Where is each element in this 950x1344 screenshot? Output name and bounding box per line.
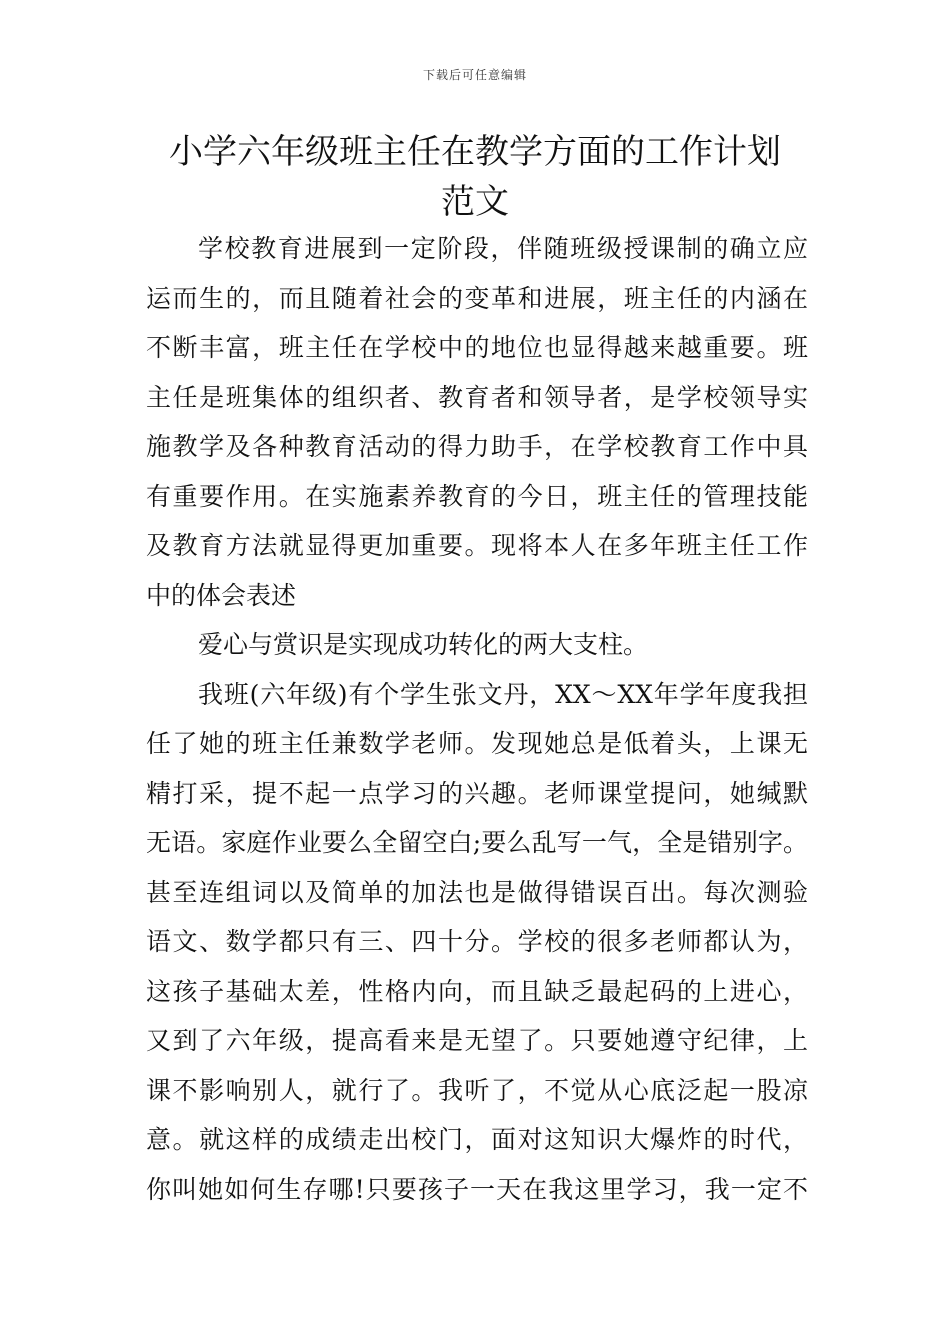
body-line: 意。就这样的成绩走出校门，面对这知识大爆炸的时代，: [146, 1125, 808, 1154]
body-line: 甚至连组词以及简单的加法也是做得错误百出。每次测验: [146, 877, 808, 907]
body-line: 中的体会表述: [146, 580, 297, 610]
document-title-line-2: 范文: [441, 182, 509, 222]
body-line: 你叫她如何生存哪!只要孩子一天在我这里学习，我一定不: [146, 1174, 808, 1204]
body-line: 精打采，提不起一点学习的兴趣。老师课堂提问，她缄默: [146, 778, 808, 808]
body-line: 爱心与赏识是实现成功转化的两大支柱。: [198, 630, 649, 659]
body-line: 我班(六年级)有个学生张文丹，XX～XX年学年度我担: [198, 679, 808, 709]
body-line: 学校教育进展到一定阶段，伴随班级授课制的确立应: [198, 234, 808, 263]
body-line: 及教育方法就显得更加重要。现将本人在多年班主任工作: [146, 531, 808, 560]
body-line: 无语。家庭作业要么全留空白;要么乱写一气，全是错别字。: [146, 828, 808, 857]
header-note: 下载后可任意编辑: [422, 68, 527, 82]
document-title-line-1: 小学六年级班主任在教学方面的工作计划: [169, 132, 781, 172]
body-line: 又到了六年级，提高看来是无望了。只要她遵守纪律，上: [146, 1026, 808, 1055]
document-body: [146, 224, 808, 1214]
body-line: 这孩子基础太差，性格内向，而且缺乏最起码的上进心，: [146, 976, 808, 1006]
body-line: 主任是班集体的组织者、教育者和领导者，是学校领导实: [146, 382, 808, 412]
body-line: 任了她的班主任兼数学老师。发现她总是低着头，上课无: [146, 729, 808, 758]
body-line: 语文、数学都只有三、四十分。学校的很多老师都认为，: [146, 927, 808, 956]
body-line: 施教学及各种教育活动的得力助手，在学校教育工作中具: [146, 432, 808, 461]
body-line: 运而生的，而且随着社会的变革和进展，班主任的内涵在: [146, 283, 808, 313]
body-line: 课不影响别人，就行了。我听了，不觉从心底泛起一股凉: [146, 1075, 808, 1105]
body-line: 不断丰富，班主任在学校中的地位也显得越来越重要。班: [146, 333, 808, 362]
body-line: 有重要作用。在实施素养教育的今日，班主任的管理技能: [146, 481, 808, 511]
